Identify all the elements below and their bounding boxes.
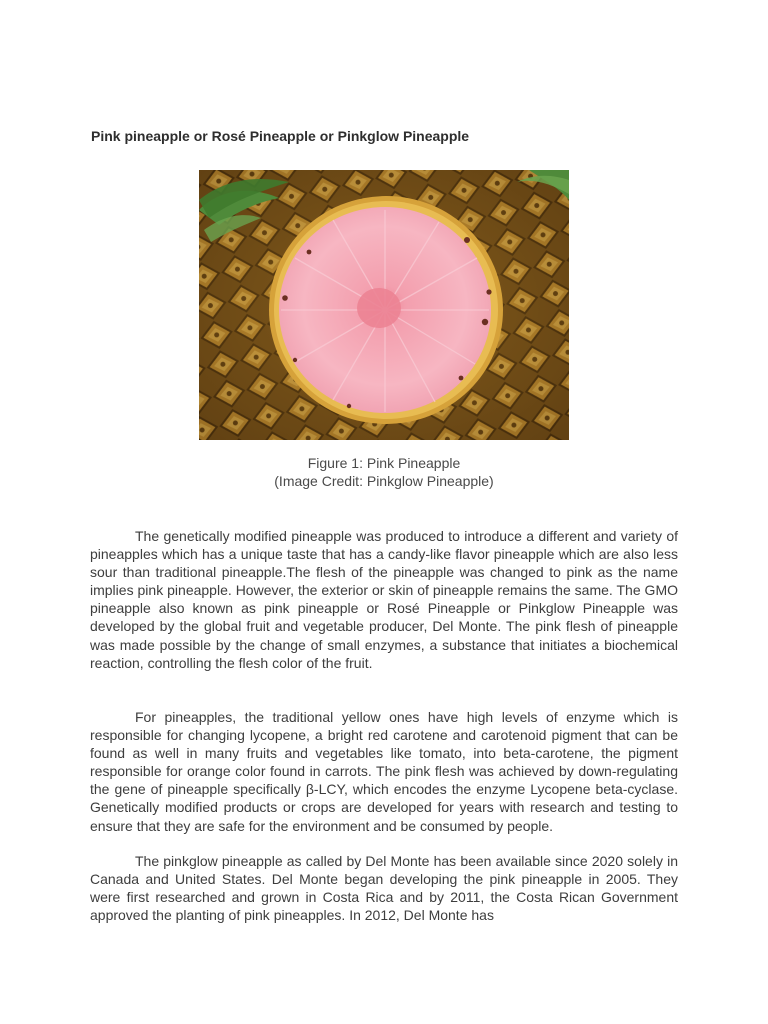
- paragraph-text: The pinkglow pineapple as called by Del Monte has been available since 2020 solely in Canada and United States. Del Monte began developing the pink pineapple in 2005. They were first researched and grown in Costa Rica and by 2011, the Costa Rican Government approved the planting of pink pineapples. In 2012, Del Monte has: [90, 853, 678, 924]
- paragraph-text: The genetically modified pineapple was produced to introduce a different and variety of pineapples which has a unique taste that has a candy-like flavor pineapple which are also less sour than traditional pineapple.The flesh of the pineapple was changed to pink as the name implies pink pineapple. However, the exterior or skin of pineapple remains the same. The GMO pineapple also known as pink pineapple or Rosé Pineapple or Pinkglow Pineapple was developed by the global fruit and vegetable producer, Del Monte. The pink flesh of pineapple was made possible by the change of small enzymes, a substance that initiates a biochemical reaction, controlling the flesh color of the fruit.: [90, 528, 678, 671]
- paragraph-1: [90, 527, 678, 672]
- paragraph-3: [90, 852, 678, 924]
- pink-pineapple-photo: [199, 170, 569, 440]
- document-title: Pink pineapple or Rosé Pineapple or Pinkglow Pineapple: [91, 128, 470, 144]
- paragraph-text: For pineapples, the traditional yellow ones have high levels of enzyme which is responsible for changing lycopene, a bright red carotene and carotenoid pigment that can be found as well in many fruits and vegetables like tomato, into beta-carotene, the pigment responsible for orange color found in carrots. The pink flesh was achieved by down-regulating the gene of pineapple specifically β-LCY, which encodes the enzyme Lycopene beta-cyclase. Genetically modified products or crops are developed for years with research and testing to ensure that they are safe for the environment and be consumed by people.: [90, 709, 678, 834]
- paragraph-2: [90, 708, 678, 835]
- figure-caption: Figure 1: Pink Pineapple: [307, 455, 461, 471]
- figure-credit: (Image Credit: Pinkglow Pineapple): [274, 473, 494, 489]
